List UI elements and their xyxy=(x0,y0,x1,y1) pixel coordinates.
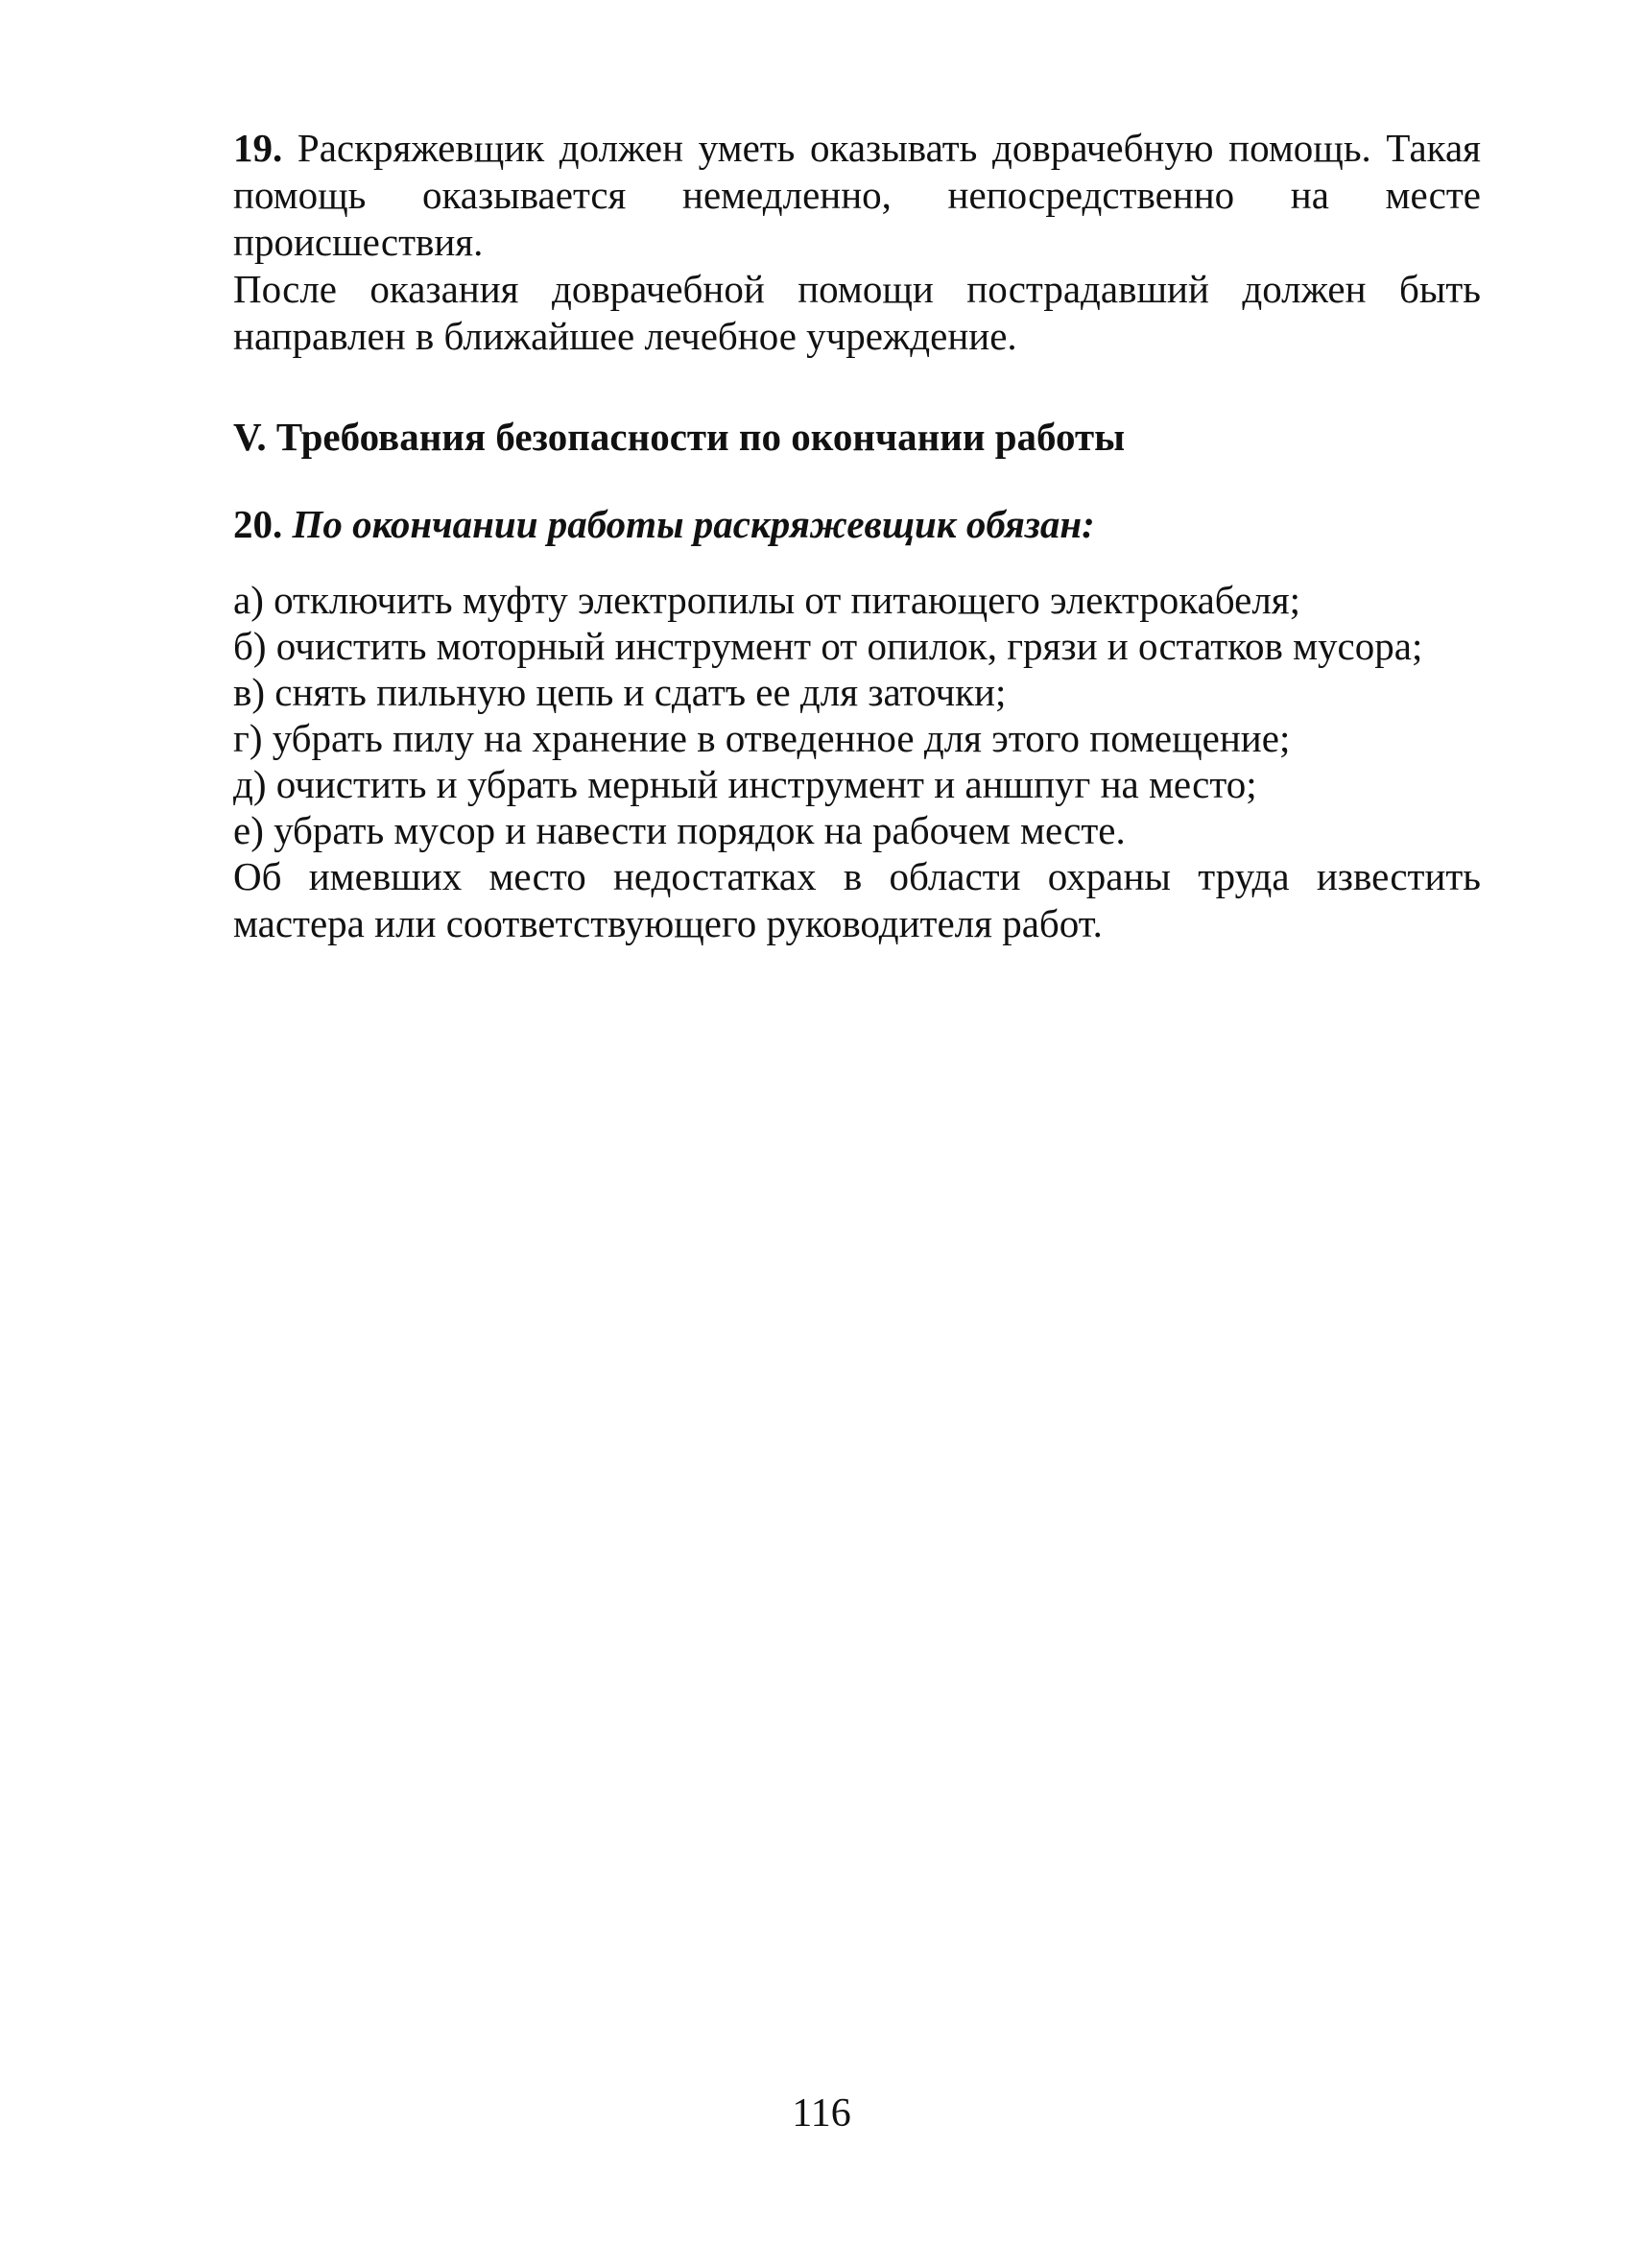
list-item: б) очистить моторный инструмент от опилок, грязи и остатков мусора; xyxy=(233,624,1423,668)
item-20-number: 20. xyxy=(233,502,283,546)
page-number: 116 xyxy=(792,2091,851,2136)
section-v-heading: V. Требования безопасности по окончании работы xyxy=(233,415,1126,459)
item-20-heading xyxy=(233,461,1481,548)
item-19-number: 19. xyxy=(233,126,283,170)
list-item: в) снять пильную цепь и сдатъ ее для заточки; xyxy=(233,670,1007,714)
item-20-title: По окончании работы раскряжевщик обязан: xyxy=(292,502,1095,546)
list-item: а) отключить муфту электропилы от питающего электрокабеля; xyxy=(233,578,1301,622)
paragraph-item-19-followup xyxy=(233,266,1481,360)
list-item: д) очистить и убрать мерный инструмент и аншпуг на место; xyxy=(233,762,1257,806)
item-19-text: Раскряжевщик должен уметь оказывать доврачебную помощь. Такая помощь оказывается немедленно, непосредственно на месте происшествия. xyxy=(233,126,1482,264)
duties-list xyxy=(233,548,1481,853)
list-item: г) убрать пилу на хранение в отведенное для этого помещение; xyxy=(233,716,1291,760)
item-19-followup-text: После оказания доврачебной помощи пострадавший должен быть направлен в ближайшее лечебное учреждение. xyxy=(233,267,1481,358)
closing-paragraph: Об имевших место недостатках в области охраны труда известить мастера или соответствующего руководителя работ. xyxy=(233,854,1481,945)
document-page xyxy=(233,125,1481,947)
list-item: е) убрать мусор и навести порядок на рабочем месте. xyxy=(233,808,1126,852)
paragraph-item-19 xyxy=(233,125,1481,266)
